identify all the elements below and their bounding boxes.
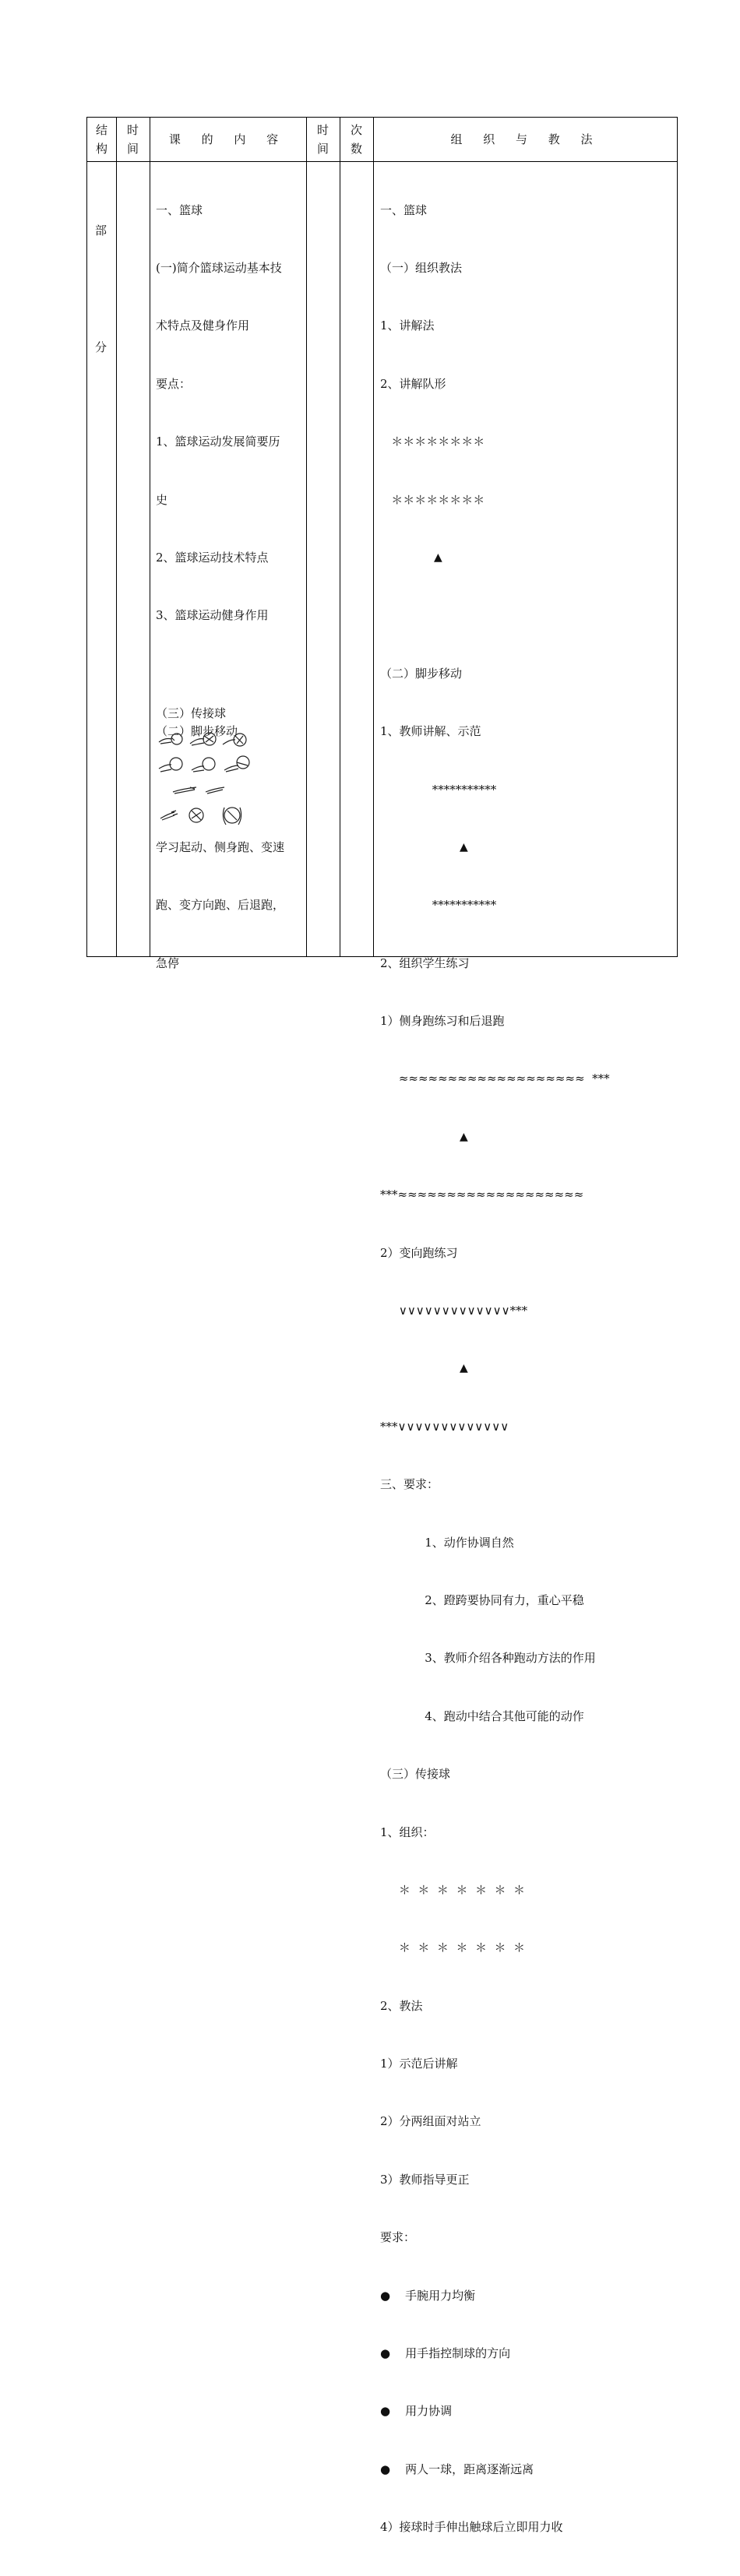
header-method: 组 织 与 教 法 <box>450 132 601 146</box>
method-line: 2、组织学生练习 <box>380 955 470 970</box>
method-line: ≈≈≈≈≈≈≈≈≈≈≈≈≈≈≈≈≈≈≈ *** <box>380 1072 610 1086</box>
structure-char-top: 部 <box>95 223 107 238</box>
content-line: 3、篮球运动健身作用 <box>156 608 269 623</box>
teacher-marker-icon: ▲ <box>460 840 468 853</box>
hand-and-ball-icon <box>156 727 252 836</box>
content-line: 急停 <box>156 955 180 970</box>
header-text: 间 <box>316 142 329 156</box>
method-line <box>380 606 610 625</box>
method-line: 1）侧身跑练习和后退跑 <box>380 1014 505 1029</box>
content-line: 2、篮球运动技术特点 <box>156 550 269 565</box>
method-line: 一、篮球 <box>380 202 428 217</box>
header-content: 课 的 内 容 <box>168 132 287 146</box>
header-structure <box>87 118 116 161</box>
method-line: 3、教师介绍各种跑动方法的作用 <box>380 1651 596 1666</box>
method-line: ＊ ＊ ＊ ＊ ＊ ＊ ＊ <box>380 1941 526 1955</box>
header-time-2 <box>306 118 340 161</box>
method-line: ＊＊＊＊＊＊＊＊ <box>380 492 485 507</box>
method-line: ＊＊＊＊＊＊＊＊ <box>380 435 485 449</box>
header-text: 构 <box>95 142 107 156</box>
content-line: 术特点及健身作用 <box>156 318 250 333</box>
teacher-marker-icon: ▲ <box>434 551 442 564</box>
method-line: 4）接球时手伸出触球后立即用力收 <box>380 2520 563 2535</box>
method-line: 2）变向跑练习 <box>380 1245 458 1260</box>
content-line: (一)简介篮球运动基本技 <box>156 260 282 275</box>
method-line: 1、组织： <box>380 1825 435 1839</box>
content-line: 一、篮球 <box>156 202 203 217</box>
method-line: 1）示范后讲解 <box>380 2057 458 2071</box>
method-line: *********** <box>380 782 497 797</box>
teacher-marker-icon: ▲ <box>460 1130 468 1143</box>
header-text: 数 <box>350 142 362 156</box>
method-line: 1、讲解法 <box>380 318 435 333</box>
col-divider <box>306 118 307 956</box>
header-count <box>340 118 373 161</box>
method-line: ● 用手指控制球的方向 <box>380 2346 511 2361</box>
structure-char-bottom: 分 <box>95 340 107 354</box>
header-text: 次 <box>350 123 362 137</box>
method-line: 2）分两组面对站立 <box>380 2114 481 2129</box>
method-line: （二）脚步移动 <box>380 666 463 681</box>
method-line: 2、教法 <box>380 1998 423 2013</box>
method-line: （三）传接球 <box>380 1767 451 1782</box>
method-line: ＊ ＊ ＊ ＊ ＊ ＊ ＊ <box>380 1882 526 1897</box>
content-line: 要点： <box>156 376 192 391</box>
method-line: 1、动作协调自然 <box>380 1535 514 1550</box>
header-text: 结 <box>95 123 107 137</box>
content-line: 史 <box>156 492 168 507</box>
method-line: 三、要求： <box>380 1477 439 1492</box>
method-line: 2、讲解队形 <box>380 376 446 391</box>
content-line: 跑、变方向跑、后退跑， <box>156 898 285 913</box>
method-line: ● 手腕用力均衡 <box>380 2288 476 2303</box>
lesson-plan-table <box>86 117 678 2535</box>
col-divider <box>116 118 117 956</box>
method-line: ● 两人一球，距离逐渐远离 <box>380 2462 534 2476</box>
header-text: 时 <box>126 123 139 137</box>
method-line: （一）组织教法 <box>380 260 463 275</box>
content-line: （二）脚步移动 <box>156 724 238 739</box>
method-line: 要求： <box>380 2230 416 2245</box>
method-column <box>380 162 610 2576</box>
method-line: ***≈≈≈≈≈≈≈≈≈≈≈≈≈≈≈≈≈≈≈ <box>380 1188 584 1202</box>
method-line: 2、蹬跨要协同有力，重心平稳 <box>380 1592 584 1607</box>
header-time <box>116 118 150 161</box>
header-text: 间 <box>126 142 139 156</box>
content-line: 学习起动、侧身跑、变速 <box>156 839 285 854</box>
method-line: 1、教师讲解、示范 <box>380 724 481 739</box>
method-line: 3）教师指导更正 <box>380 2172 470 2187</box>
content-column <box>156 162 284 1012</box>
content-line: 1、篮球运动发展简要历 <box>156 435 280 449</box>
col-divider <box>373 118 374 956</box>
method-line: ● 用力协调 <box>380 2404 453 2419</box>
header-text: 时 <box>316 123 329 137</box>
method-line: 4、跑动中结合其他可能的动作 <box>380 1709 584 1723</box>
teacher-marker-icon: ▲ <box>460 1362 468 1375</box>
content-line: （三）传接球 <box>156 706 227 720</box>
method-line: ∨∨∨∨∨∨∨∨∨∨∨∨∨*** <box>380 1304 528 1318</box>
method-line: *********** <box>380 898 497 913</box>
method-line: ***∨∨∨∨∨∨∨∨∨∨∨∨∨ <box>380 1419 509 1434</box>
